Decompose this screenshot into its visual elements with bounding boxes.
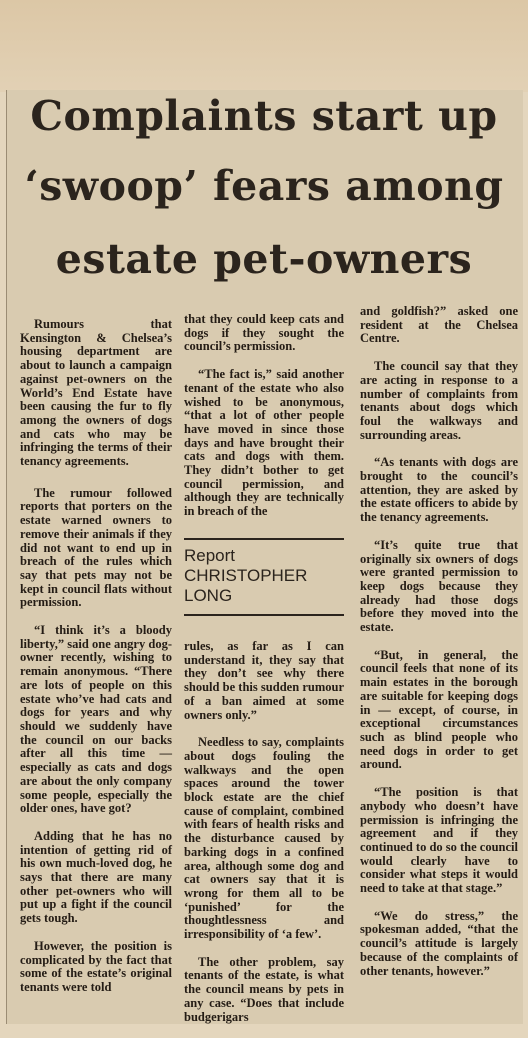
article-column-2-top [184,313,344,533]
paragraph: and goldfish?” asked one resident at the Chelsea Centre. [360,304,518,346]
paragraph: The council say that they are acting in response to a number of complaints from tenants about dogs which foul the walkways and surrounding areas. [360,359,518,442]
byline-box [184,538,344,616]
headline-line-3: estate pet-owners [55,235,473,283]
paragraph: “I think it’s a bloody liberty,” said one angry dog-owner recently, wishing to remain anonymous. “There are lots of people on this estate who’ve had cats and dogs for years and why should we suddenly have the council on our backs after all this time — especially as cats and dogs are about the only company some people, especially the older ones, have got? [20,623,172,816]
paragraph: rules, as far as I can understand it, they say that they don’t see why there should be this sudden rumour of a ban aimed at some owners only.” [184,639,344,722]
paragraph: “As tenants with dogs are brought to the council’s attention, they are asked by the estate officers to abide by the tenancy agreements. [360,455,518,525]
article-column-1 [20,318,172,1009]
byline-name-2: LONG [184,586,233,605]
headline-line-2: ‘swoop’ fears among [24,162,504,210]
article-column-3 [360,305,518,992]
newspaper-margin [0,0,528,92]
paragraph: The rumour followed reports that porters on the estate warned owners to remove their animals if they did not want to end up in breach of the rules which say that pets may not be kept in council flats without permission. [20,485,172,610]
paragraph: Rumours that Kensington & Chelsea’s housing department are about to launch a campaign against pet-owners on the World’s End Estate have been causing the fur to fly among the owners of dogs and cats who may be infringing the terms of their tenancy agreements. [20,317,172,469]
byline-label: Report [184,546,236,565]
byline-name-1: CHRISTOPHER [184,566,308,585]
paragraph: “But, in general, the council feels that none of its main estates in the borough are suitable for keeping dogs in — except, of course, in exceptional circumstances such as blind people who need dogs in order to get around. [360,647,518,772]
paragraph: However, the position is complicated by the fact that some of the estate’s original tenants were told [20,938,172,994]
paragraph: Adding that he has no intention of getting rid of his own much-loved dog, he says that there are many other pet-owners who will put up a fight if the council gets tough. [20,828,172,926]
paragraph: that they could keep cats and dogs if they sought the council’s permission. [184,312,344,354]
headline-line-1: Complaints start up [30,92,498,140]
paragraph: The other problem, say tenants of the estate, is what the council means by pets in any case. “Does that include budgerigars [184,954,344,1024]
paragraph: “We do stress,” the spokesman added, “that the council’s attitude is largely because of the complaints of other tenants, however.” [360,908,518,978]
paragraph: “The position is that anybody who doesn’t have permission is infringing the agreement and if they continued to do so the council would clearly have to consider what steps it would need to take at that stage.” [360,785,519,896]
paragraph: “It’s quite true that originally six owners of dogs were granted permission to keep dogs because they already had those dogs before they moved into the estate. [360,537,518,635]
paragraph: Needless to say, complaints about dogs fouling the walkways and the open spaces around the tower block estate are the chief cause of complaint, combined with fears of health risks and the disturbance caused by barking dogs in a confined area, although some dog and cat owners say that it is wrong for them all to be ‘punished’ for the thoughtlessness and irresponsibility of ‘a few’. [184,735,344,942]
paragraph: “The fact is,” said another tenant of the estate who also wished to be anonymous, “that a lot of other people have moved in since those days and have brought their cats and dogs with them. They didn’t bother to get council permission, and although they are technically in breach of the [184,367,344,519]
article-column-2-bottom [184,640,344,1038]
